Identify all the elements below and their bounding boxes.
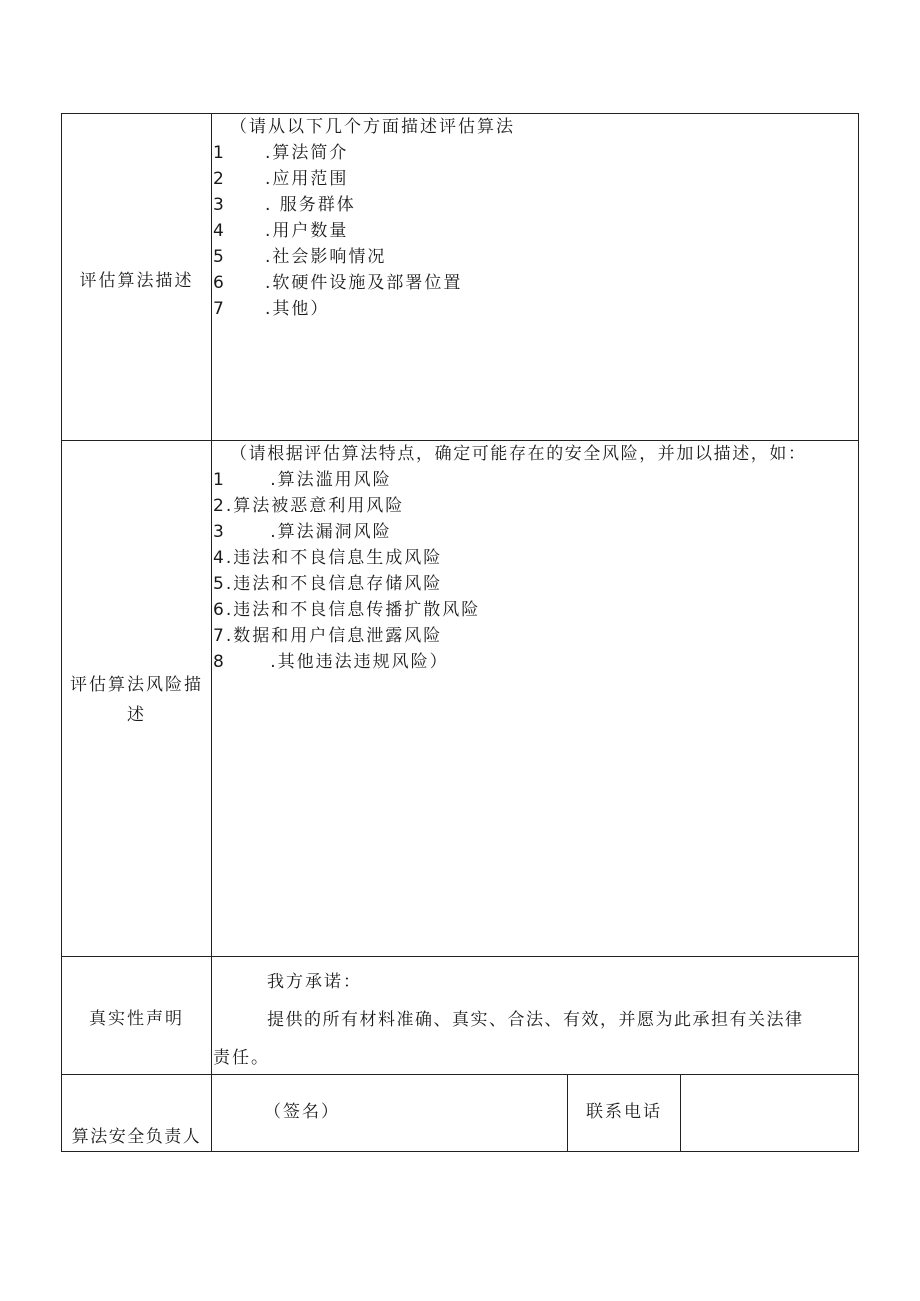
description-item-number: 4 bbox=[213, 221, 224, 241]
risk-item: 6.违法和不良信息传播扩散风险 bbox=[213, 600, 481, 620]
authenticity-label: 真实性声明 bbox=[89, 1009, 184, 1029]
commitment-statement: 提供的所有材料准确、真实、合法、有效，并愿为此承担有关法律 bbox=[267, 1010, 804, 1030]
algorithm-description-intro: （请从以下几个方面描述评估算法 bbox=[230, 117, 515, 137]
description-item-number: 6 bbox=[213, 273, 224, 293]
risk-item: 8 .其他违法违规风险） bbox=[213, 652, 449, 672]
commitment-heading: 我方承诺： bbox=[267, 972, 362, 992]
risk-item: 3 .算法漏洞风险 bbox=[213, 522, 392, 542]
phone-input[interactable] bbox=[681, 1075, 858, 1151]
description-item bbox=[213, 244, 386, 270]
description-item-text: .用户数量 bbox=[265, 221, 349, 241]
algorithm-description-label: 评估算法描述 bbox=[79, 271, 194, 291]
risk-label-line-1: 评估算法风险描 bbox=[70, 675, 203, 695]
risk-item: 4.违法和不良信息生成风险 bbox=[213, 548, 443, 568]
description-item-text: .社会影响情况 bbox=[265, 247, 387, 267]
risk-item: 1 .算法滥用风险 bbox=[213, 470, 392, 490]
description-item bbox=[213, 296, 329, 322]
description-item bbox=[213, 270, 462, 296]
description-item bbox=[213, 218, 348, 244]
description-item bbox=[213, 192, 356, 218]
risk-item: 5.违法和不良信息存储风险 bbox=[213, 574, 443, 594]
risk-description-intro: （请根据评估算法特点，确定可能存在的安全风险，并加以描述，如： bbox=[230, 444, 807, 464]
description-item-number: 1 bbox=[213, 143, 224, 163]
description-item-number: 7 bbox=[213, 299, 224, 319]
risk-item: 2.算法被恶意利用风险 bbox=[213, 496, 405, 516]
table-border-right bbox=[858, 113, 859, 1152]
signature-field[interactable]: （签名） bbox=[264, 1102, 340, 1122]
risk-item: 7.数据和用户信息泄露风险 bbox=[213, 626, 443, 646]
description-item-text: .算法简介 bbox=[265, 143, 349, 163]
commitment-statement-end: 责任。 bbox=[213, 1048, 270, 1068]
description-item-number: 2 bbox=[213, 169, 224, 189]
description-item bbox=[213, 140, 348, 166]
risk-description-label bbox=[62, 670, 211, 730]
row-divider-2 bbox=[61, 956, 859, 957]
description-item-number: 5 bbox=[213, 247, 224, 267]
description-item-text: .软硬件设施及部署位置 bbox=[265, 273, 463, 293]
description-item bbox=[213, 166, 348, 192]
description-item-text: .应用范围 bbox=[265, 169, 349, 189]
description-item-text: . 服务群体 bbox=[265, 195, 356, 215]
description-item-number: 3 bbox=[213, 195, 224, 215]
description-item-text: .其他） bbox=[265, 299, 330, 319]
label-column-divider bbox=[211, 113, 212, 1152]
risk-label-line-2: 述 bbox=[127, 705, 146, 725]
responsible-person-label: 算法安全负责人 bbox=[71, 1127, 202, 1147]
phone-label: 联系电话 bbox=[586, 1102, 662, 1122]
